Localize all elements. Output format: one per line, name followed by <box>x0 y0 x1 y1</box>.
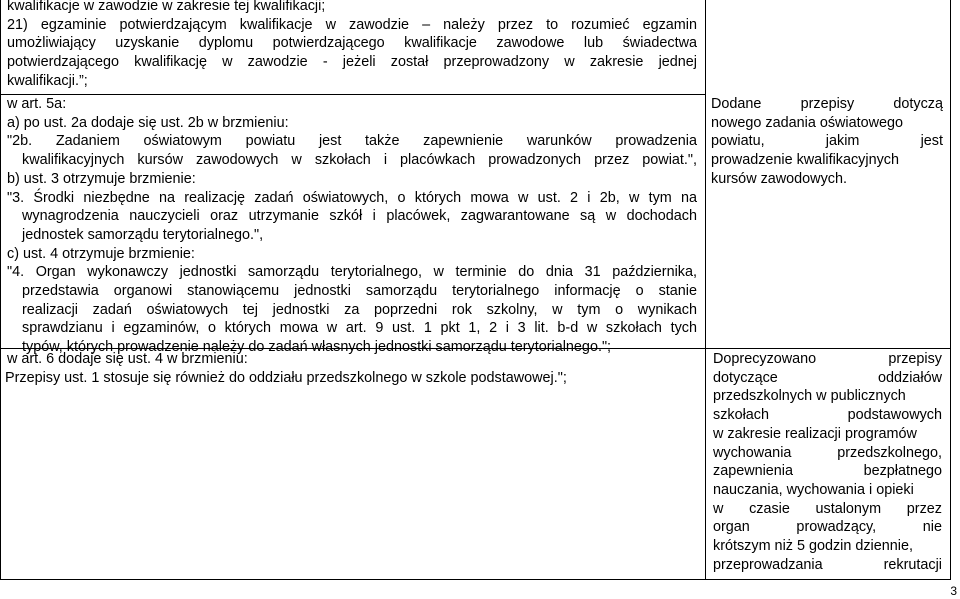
text-line: kwalifikacyjnych kursów zawodowych w szkołach i placówkach prowadzonych przez powiat.", <box>22 152 697 169</box>
right-cell-bottom <box>713 350 942 574</box>
comment-line: Doprecyzowano przepisy <box>713 351 942 367</box>
text-line: w art. 5a: <box>7 96 67 112</box>
left-cell-bottom <box>5 350 695 387</box>
text-line: a) po ust. 2a dodaje się ust. 2b w brzmieniu: <box>7 114 289 131</box>
text-line: 21) egzaminie potwierdzającym kwalifikacje w zawodzie – należy przez to rozumieć egzamin <box>7 16 697 33</box>
text-line: kwalifikacje w zawodzie w zakresie tej kwalifikacji; <box>7 0 326 14</box>
comment-line: dotyczące oddziałów <box>713 369 942 386</box>
comment-line: przedszkolnych w publicznych <box>713 388 906 405</box>
right-cell-middle <box>711 95 943 189</box>
comment-line: krótszym niż 5 godzin dziennie, <box>713 538 913 555</box>
table-bottom-border <box>0 579 951 580</box>
text-line: typów, których prowadzenie należy do zadań własnych jednostki samorządu terytorialnego."; <box>22 339 612 356</box>
text-line: jednostek samorządu terytorialnego.", <box>22 226 264 243</box>
text-line: "3. Środki niezbędne na realizację zadań oświatowych, o których mowa w ust. 2 i 2b, w tym na <box>7 189 697 206</box>
comment-line: szkołach podstawowych <box>713 407 942 424</box>
text-line: w art. 6 dodaje się ust. 4 w brzmieniu: <box>7 351 248 367</box>
comment-line: nowego zadania oświatowego <box>711 114 904 131</box>
text-line: Przepisy ust. 1 stosuje się również do oddziału przedszkolnego w szkole podstawowej."; <box>5 369 567 386</box>
text-line: c) ust. 4 otrzymuje brzmienie: <box>7 245 195 262</box>
text-line: umożliwiający uzyskanie dyplomu potwierdzającego kwalifikacje zawodowe lub świadectwa <box>7 35 697 52</box>
comment-line: powiatu, jakim jest <box>711 133 943 150</box>
text-line: przedstawia organowi stanowiącemu jednostki samorządu terytorialnego informację o stanie <box>22 283 697 300</box>
text-line: sprawdzianu i egzaminów, o których mowa w art. 9 ust. 1 pkt 1, 2 i 3 lit. b-d w szkołach tych <box>22 320 697 337</box>
text-line: kwalifikacji.”; <box>7 72 88 89</box>
page-number: 3 <box>950 584 957 598</box>
table-right-border <box>950 0 951 580</box>
text-line: "2b. Zadaniem oświatowym powiatu jest także zapewnienie warunków prowadzenia <box>7 133 697 150</box>
text-line: "4. Organ wykonawczy jednostki samorządu terytorialnego, w terminie do dnia 31 października, <box>7 264 697 281</box>
text-line: wynagrodzenia nauczycieli oraz utrzymanie szkół i placówek, zagwarantowane są w dochodach <box>22 208 697 225</box>
comment-line: w czasie ustalonym przez <box>713 500 942 517</box>
comment-line: przeprowadzania rekrutacji <box>713 556 942 573</box>
text-line: realizacji zadań oświatowych tej jednostki za poprzedni rok szkolny, w tym o wynikach <box>22 301 697 318</box>
comment-line: zapewnienia bezpłatnego <box>713 463 942 480</box>
left-cell-top <box>7 0 697 91</box>
comment-line: wychowania przedszkolnego, <box>713 444 942 461</box>
comment-line: w zakresie realizacji programów <box>713 425 917 442</box>
text-line: b) ust. 3 otrzymuje brzmienie: <box>7 170 196 187</box>
comment-line: Dodane przepisy dotyczą <box>711 96 943 112</box>
table-left-border <box>0 0 1 580</box>
comment-line: organ prowadzący, nie <box>713 519 942 536</box>
text-line: potwierdzającego kwalifikację w zawodzie - jeżeli został przeprowadzony w zakresie jednej <box>7 54 697 71</box>
comment-line: prowadzenie kwalifikacyjnych <box>711 152 899 169</box>
comment-line: kursów zawodowych. <box>711 170 847 187</box>
left-cell-middle <box>7 95 697 357</box>
comment-line: nauczania, wychowania i opieki <box>713 481 914 498</box>
